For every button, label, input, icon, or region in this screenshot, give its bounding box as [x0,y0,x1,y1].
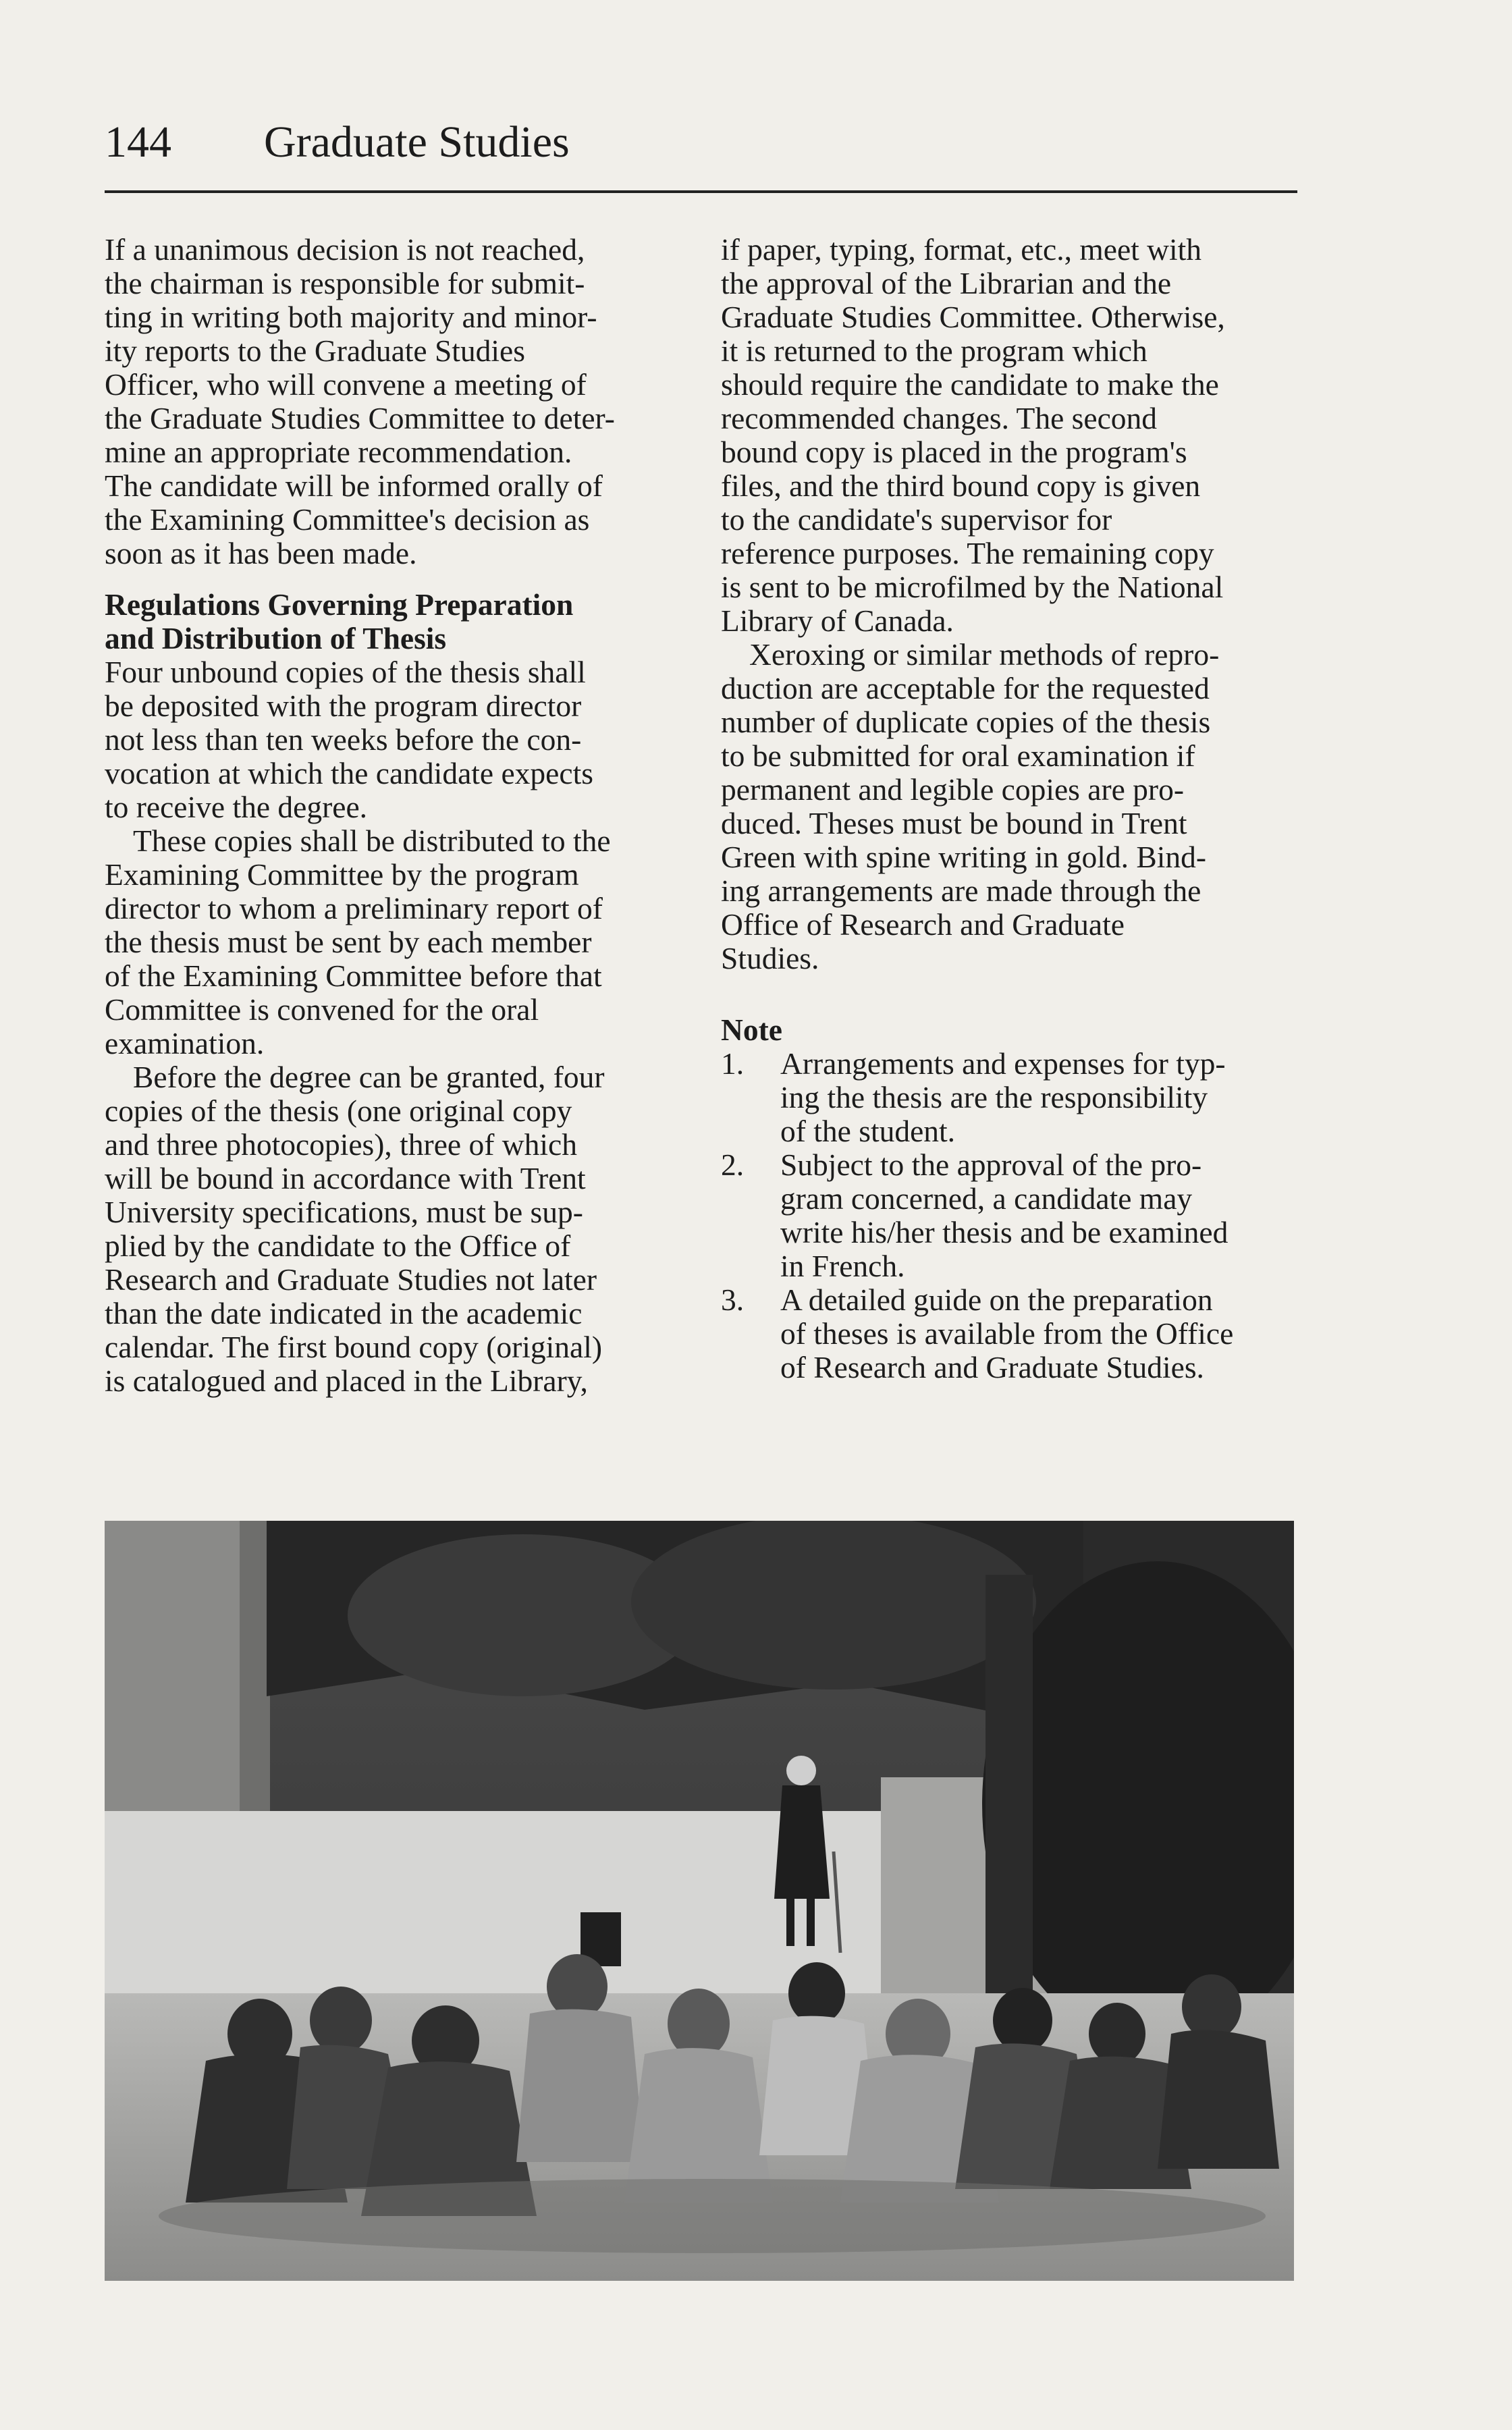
text-line: files, and the third bound copy is given [721,468,1201,503]
running-head [105,117,570,167]
text-line: is sent to be microfilmed by the National [721,570,1224,604]
text-line: if paper, typing, format, etc., meet with [721,232,1202,267]
text-line: duced. Theses must be bound in Trent [721,806,1187,840]
text-line: of the student. [780,1114,956,1148]
text-line: ting in writing both majority and minor- [105,300,597,334]
text-line: it is returned to the program which [721,333,1148,368]
text-line: The candidate will be informed orally of [105,468,603,503]
text-line: the chairman is responsible for submit- [105,266,585,300]
section-heading [105,588,678,655]
heading-line: Regulations Governing Preparation [105,587,574,622]
text-line: and three photocopies), three of which [105,1127,577,1162]
text-line: Studies. [721,941,819,975]
text-line: gram concerned, a candidate may [780,1181,1193,1216]
text-line: duction are acceptable for the requested [721,671,1210,705]
text-line: Graduate Studies Committee. Otherwise, [721,300,1225,334]
note-item [721,1283,1301,1384]
text-line: Officer, who will convene a meeting of [105,367,587,402]
text-line: the thesis must be sent by each member [105,925,592,959]
text-line: copies of the thesis (one original copy [105,1094,572,1128]
text-line: Xeroxing or similar methods of repro- [749,637,1220,672]
paragraph [721,233,1301,638]
text-line: Subject to the approval of the pro- [780,1148,1202,1182]
text-line: A detailed guide on the preparation [780,1282,1213,1317]
text-line: calendar. The first bound copy (original) [105,1330,603,1364]
text-line: These copies shall be distributed to the [133,824,611,858]
text-line: be deposited with the program director [105,688,582,723]
text-line: examination. [105,1026,265,1060]
section-title: Graduate Studies [264,117,570,167]
note-number: 1. [721,1046,745,1081]
text-line: ing arrangements are made through the [721,873,1202,908]
text-line: Four unbound copies of the thesis shall [105,655,586,689]
text-line: plied by the candidate to the Office of [105,1228,571,1263]
note-heading: Note [721,1013,782,1047]
header-rule [105,190,1297,193]
text-line: ing the thesis are the responsibility [780,1080,1208,1114]
text-line: Research and Graduate Studies not later [105,1262,597,1297]
text-line: of Research and Graduate Studies. [780,1350,1204,1384]
text-line: should require the candidate to make the [721,367,1219,402]
paragraph [721,638,1301,975]
spacer [105,570,678,588]
text-line: the Graduate Studies Committee to deter- [105,401,615,435]
page-number: 144 [105,117,171,167]
left-column [105,233,678,1398]
text-line: will be bound in accordance with Trent [105,1161,586,1195]
paragraph [105,1060,678,1398]
text-line: than the date indicated in the academic [105,1296,583,1330]
text-line: Examining Committee by the program [105,857,579,892]
text-line: the approval of the Librarian and the [721,266,1172,300]
text-line: If a unanimous decision is not reached, [105,232,585,267]
note-number: 2. [721,1148,745,1182]
photo-illustration [105,1521,1294,2281]
text-line: Arrangements and expenses for typ- [780,1046,1226,1081]
text-line: to receive the degree. [105,790,368,824]
paragraph [105,233,678,570]
text-line: Committee is convened for the oral [105,992,539,1027]
paragraph [105,655,678,824]
note-item [721,1047,1301,1148]
text-line: of the Examining Committee before that [105,959,602,993]
text-line: vocation at which the candidate expects [105,756,593,790]
text-line: not less than ten weeks before the con- [105,722,582,757]
campus-photograph [105,1521,1294,2281]
note-number: 3. [721,1282,745,1317]
text-line: is catalogued and placed in the Library, [105,1364,588,1398]
text-line: number of duplicate copies of the thesis [721,705,1211,739]
text-line: Library of Canada. [721,603,954,638]
text-line: recommended changes. The second [721,401,1158,435]
text-line: Office of Research and Graduate [721,907,1125,942]
text-line: to be submitted for oral examination if [721,738,1195,773]
text-line: Green with spine writing in gold. Bind- [721,840,1207,874]
note-list [721,1047,1301,1384]
text-line: the Examining Committee's decision as [105,502,590,537]
text-line: ity reports to the Graduate Studies [105,333,525,368]
note-item [721,1148,1301,1283]
text-line: reference purposes. The remaining copy [721,536,1214,570]
text-line: University specifications, must be sup- [105,1195,583,1229]
paragraph [105,824,678,1060]
text-line: to the candidate's supervisor for [721,502,1112,537]
right-column [721,233,1301,1384]
text-line: director to whom a preliminary report of [105,891,603,925]
text-line: in French. [780,1249,905,1283]
spacer [721,975,1301,1013]
heading-line: and Distribution of Thesis [105,621,447,655]
text-line: Before the degree can be granted, four [133,1060,605,1094]
text-line: write his/her thesis and be examined [780,1215,1228,1249]
text-line: permanent and legible copies are pro- [721,772,1184,807]
text-line: soon as it has been made. [105,536,417,570]
text-line: mine an appropriate recommendation. [105,435,572,469]
text-line: of theses is available from the Office [780,1316,1234,1351]
text-line: bound copy is placed in the program's [721,435,1187,469]
